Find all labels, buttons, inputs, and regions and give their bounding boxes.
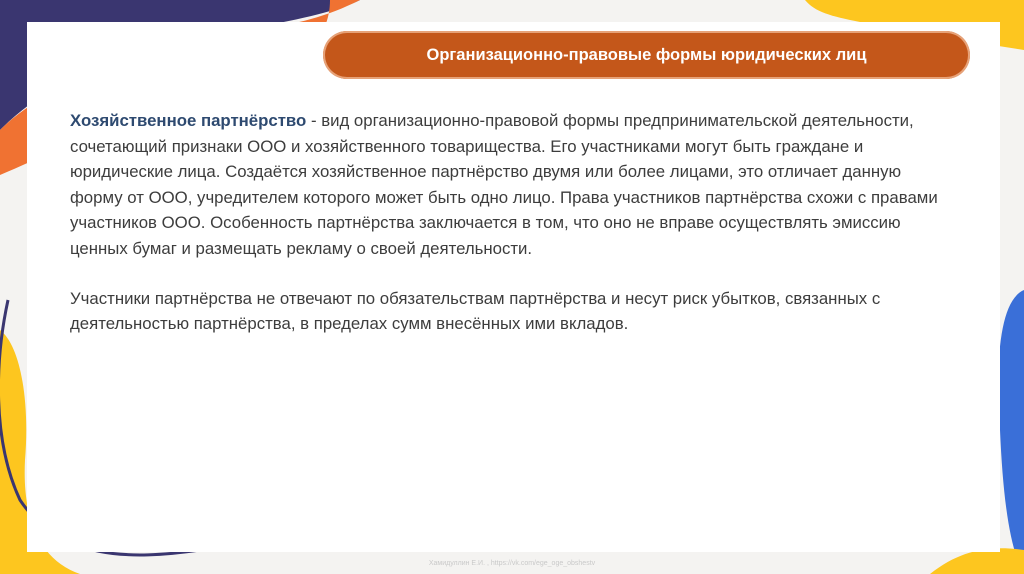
- body-text: [70, 108, 950, 337]
- slide-title: Организационно-правовые формы юридических лиц: [426, 45, 867, 64]
- title-banner: [323, 31, 970, 79]
- paragraph-liability: Участники партнёрства не отвечают по обязательствам партнёрства и несут риск убытков, связанных с деятельностью партнёрства, в пределах сумм внесённых ими вкладов.: [70, 288, 881, 334]
- term-highlight: Хозяйственное партнёрство: [70, 111, 307, 130]
- footer-credit: Хамидуллин Е.И. , https://vk.com/ege_oge_obshestv: [428, 560, 596, 567]
- definition-text: - вид организационно-правовой формы предпринимательской деятельности, сочетающий признаки ООО и хозяйственного товарищества. Его участниками могут быть граждане и юридические лица. Создаётся хозяйственное партнёрство двумя или более лицами, это отличает данную форму от ООО, учредителем которого может быть одно лицо. Права участников партнёрства схожи с правами участников ООО. Особенность партнёрства заключается в том, что оно не вправе осуществлять эмиссию ценных бумаг и размещать рекламу о своей деятельности.: [70, 111, 938, 258]
- paragraph-definition: [70, 108, 950, 262]
- blue-blob-right: [998, 290, 1024, 574]
